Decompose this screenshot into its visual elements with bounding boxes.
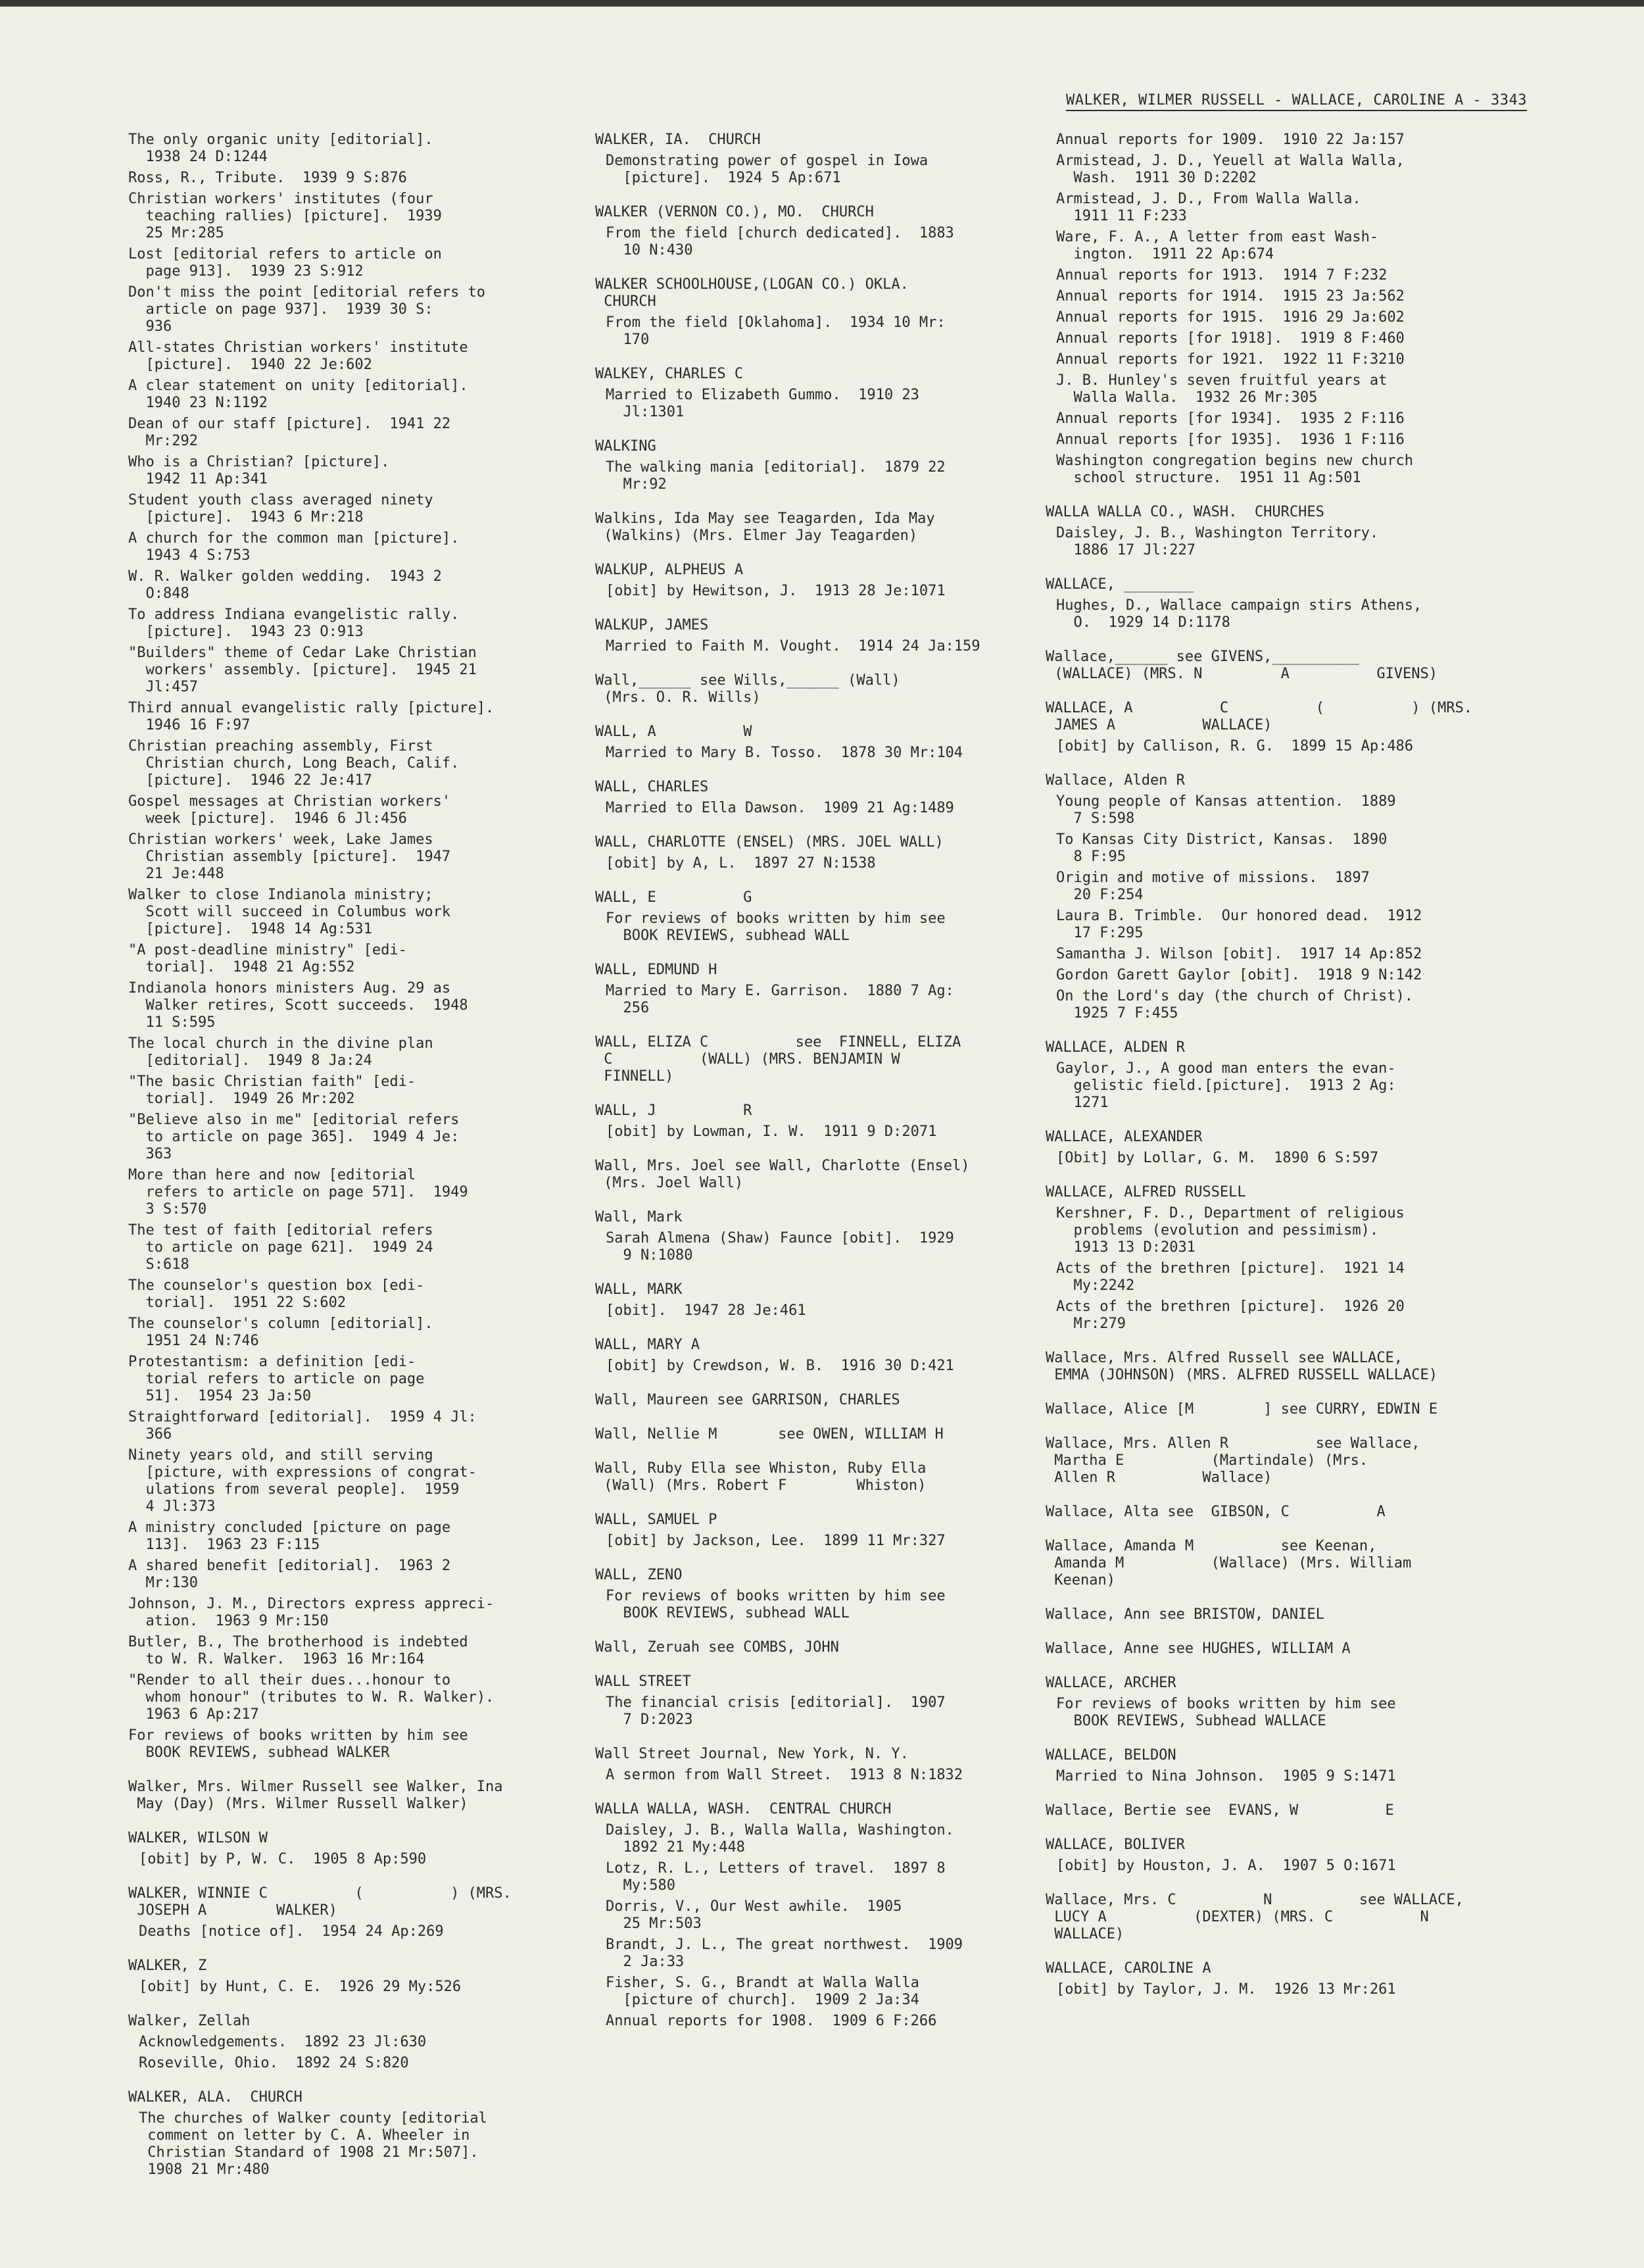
index-entry: Annual reports [for 1934]. 1935 2 F:116	[1056, 410, 1405, 427]
index-entry: Armistead, J. D., From Walla Walla. 1911 11 F:233	[1056, 191, 1361, 224]
index-heading: WALKING	[595, 438, 656, 455]
index-entry: The churches of Walker county [editorial comment on letter by C. A. Wheeler in Christian Standard of 1908 21 Mr:507]. 1908 21 Mr:480	[139, 2110, 487, 2178]
index-heading: WALLACE, BOLIVER	[1046, 1837, 1185, 1853]
index-entry: Dean of our staff [picture]. 1941 22 Mr:292	[128, 416, 451, 449]
index-heading: WALLACE, A C ( ) (MRS. JAMES A WALLACE)	[1046, 700, 1473, 733]
index-entry: Gordon Garett Gaylor [obit]. 1918 9 N:142	[1056, 967, 1422, 983]
index-heading: WALLACE, ARCHER	[1046, 1675, 1176, 1691]
index-entry: Ross, R., Tribute. 1939 9 S:876	[128, 170, 407, 186]
index-heading: Wallace, Mrs. C N see WALLACE, LUCY A (DEXTER) (MRS. C N WALLACE)	[1046, 1892, 1464, 1942]
index-entry: For reviews of books written by him see BOOK REVIEWS, subhead WALL	[606, 1588, 946, 1621]
index-entry: Annual reports [for 1918]. 1919 8 F:460	[1056, 330, 1405, 347]
index-heading: Wallace, Alden R	[1046, 772, 1185, 789]
index-entry: "The basic Christian faith" [edi- torial]. 1949 26 Mr:202	[128, 1073, 416, 1107]
index-heading: WALL, ELIZA C see FINNELL, ELIZA C (WALL) (MRS. BENJAMIN W FINNELL)	[595, 1034, 961, 1085]
index-heading: WALL, A W	[595, 724, 752, 740]
index-heading: WALKER, ALA. CHURCH	[128, 2089, 302, 2106]
index-entry: Protestantism: a definition [edi- torial refers to article on page 51]. 1954 23 Ja:50	[128, 1354, 425, 1404]
index-heading: Walker, Zellah	[128, 2013, 251, 2029]
index-heading: WALL, E G	[595, 889, 752, 906]
index-heading: WALKUP, JAMES	[595, 617, 709, 633]
index-entry: Student youth class averaged ninety [picture]. 1943 6 Mr:218	[128, 492, 433, 526]
index-entry: Ware, F. A., A letter from east Wash- ington. 1911 22 Ap:674	[1056, 229, 1379, 262]
index-heading: WALL, MARY A	[595, 1337, 700, 1353]
index-entry: "Believe also in me" [editorial refers to article on page 365]. 1949 4 Je: 363	[128, 1112, 460, 1162]
index-entry: [obit] by Callison, R. G. 1899 15 Ap:486	[1056, 738, 1414, 754]
index-entry: Butler, B., The brotherhood is indebted to W. R. Walker. 1963 16 Mr:164	[128, 1634, 468, 1667]
index-entry: Ninety years old, and still serving [picture, with expressions of congrat- ulations from several people]. 1959 4 Jl:373	[128, 1447, 477, 1515]
index-heading: WALL, SAMUEL P	[595, 1512, 717, 1528]
index-entry: From the field [church dedicated]. 1883 10 N:430	[606, 225, 954, 259]
page-header: WALKER, WILMER RUSSELL - WALLACE, CAROLINE A - 3343	[1066, 92, 1527, 111]
index-entry: Fisher, S. G., Brandt at Walla Walla [picture of church]. 1909 2 Ja:34	[606, 1975, 919, 2008]
index-heading: Wallace, Mrs. Allen R see Wallace, Martha E (Martindale) (Mrs. Allen R Wallace)	[1046, 1435, 1420, 1486]
index-entry: To address Indiana evangelistic rally. [picture]. 1943 23 O:913	[128, 606, 460, 640]
index-heading: Wall,______ see Wills,______ (Wall) (Mrs. O. R. Wills)	[595, 672, 900, 706]
index-heading: WALL STREET	[595, 1673, 691, 1690]
index-heading: WALKER SCHOOLHOUSE,(LOGAN CO.) OKLA. CHURCH	[595, 276, 909, 310]
index-entry: Walker to close Indianola ministry; Scott will succeed in Columbus work [picture]. 1948 14 Ag:531	[128, 887, 451, 937]
index-entry: The only organic unity [editorial]. 1938 24 D:1244	[128, 132, 433, 165]
index-heading: WALLACE, BELDON	[1046, 1747, 1176, 1763]
index-entry: Demonstrating power of gospel in Iowa [picture]. 1924 5 Ap:671	[606, 153, 929, 186]
index-entry: "Builders" theme of Cedar Lake Christian workers' assembly. [picture]. 1945 21 Jl:457	[128, 645, 477, 695]
index-entry: Third annual evangelistic rally [picture]. 1946 16 F:97	[128, 700, 495, 733]
index-entry: Young people of Kansas attention. 1889 7 S:598	[1056, 793, 1396, 827]
index-entry: [obit]. 1947 28 Je:461	[606, 1302, 806, 1319]
index-heading: WALLACE, ALEXANDER	[1046, 1129, 1203, 1145]
index-entry: From the field [Oklahoma]. 1934 10 Mr: 170	[606, 314, 946, 348]
index-entry: Annual reports for 1913. 1914 7 F:232	[1056, 267, 1388, 284]
index-entry: Annual reports for 1915. 1916 29 Ja:602	[1056, 309, 1405, 326]
index-entry: "A post-deadline ministry" [edi- torial]. 1948 21 Ag:552	[128, 942, 407, 975]
index-entry: Annual reports [for 1935]. 1936 1 F:116	[1056, 431, 1405, 448]
index-heading: Walker, Mrs. Wilmer Russell see Walker, Ina May (Day) (Mrs. Wilmer Russell Walker)	[128, 1779, 503, 1812]
index-entry: Brandt, J. L., The great northwest. 1909 2 Ja:33	[606, 1936, 963, 1970]
index-entry: Straightforward [editorial]. 1959 4 Jl: 366	[128, 1409, 477, 1442]
index-entry: A ministry concluded [picture on page 113]. 1963 23 F:115	[128, 1519, 451, 1553]
index-entry: [obit] by P, W. C. 1905 8 Ap:590	[139, 1851, 427, 1867]
index-entry: For reviews of books written by him see BOOK REVIEWS, Subhead WALLACE	[1056, 1696, 1396, 1729]
index-heading: Wallace, Alta see GIBSON, C A	[1046, 1504, 1386, 1520]
index-entry: Christian preaching assembly, First Christian church, Long Beach, Calif. [picture]. 1946 22 Je:417	[128, 738, 460, 789]
index-entry: Don't miss the point [editorial refers to article on page 937]. 1939 30 S: 936	[128, 284, 486, 335]
index-entry: The local church in the divine plan [editorial]. 1949 8 Ja:24	[128, 1035, 433, 1069]
index-entry: Armistead, J. D., Yeuell at Walla Walla, Wash. 1911 30 D:2202	[1056, 153, 1405, 186]
index-entry: Married to Elizabeth Gummo. 1910 23 Jl:1301	[606, 387, 919, 420]
index-entry: The test of faith [editorial refers to article on page 621]. 1949 24 S:618	[128, 1222, 433, 1273]
index-entry: [obit] by Lowman, I. W. 1911 9 D:2071	[606, 1123, 937, 1140]
index-entry: The counselor's question box [edi- torial]. 1951 22 S:602	[128, 1277, 425, 1311]
index-entry: Deaths [notice of]. 1954 24 Ap:269	[139, 1923, 444, 1940]
index-entry: Married to Mary E. Garrison. 1880 7 Ag: 256	[606, 983, 954, 1016]
index-heading: WALL, ZENO	[595, 1567, 683, 1583]
index-heading: Wallace, Anne see HUGHES, WILLIAM A	[1046, 1640, 1351, 1657]
index-heading: WALKER, IA. CHURCH	[595, 132, 761, 148]
index-entry: [obit] by Jackson, Lee. 1899 11 Mr:327	[606, 1533, 946, 1549]
index-heading: WALL, J R	[595, 1102, 752, 1119]
index-heading: Wall, Mark	[595, 1209, 683, 1225]
index-entry: [obit] by Taylor, J. M. 1926 13 Mr:261	[1056, 1981, 1396, 1998]
index-heading: WALKER, Z	[128, 1958, 207, 1974]
index-entry: Annual reports for 1909. 1910 22 Ja:157	[1056, 132, 1405, 148]
index-entry: A clear statement on unity [editorial]. 1940 23 N:1192	[128, 378, 468, 411]
index-entry: Roseville, Ohio. 1892 24 S:820	[139, 2055, 409, 2071]
index-entry: Samantha J. Wilson [obit]. 1917 14 Ap:852	[1056, 946, 1422, 962]
index-entry: For reviews of books written by him see BOOK REVIEWS, subhead WALKER	[128, 1727, 468, 1761]
index-entry: Origin and motive of missions. 1897 20 F:254	[1056, 870, 1370, 903]
index-column-2	[595, 132, 1029, 2030]
index-entry: Dorris, V., Our West awhile. 1905 25 Mr:503	[606, 1898, 902, 1932]
index-entry: A church for the common man [picture]. 1943 4 S:753	[128, 530, 460, 564]
index-heading: Wallace, Amanda M see Keenan, Amanda M (Wallace) (Mrs. William Keenan)	[1046, 1538, 1412, 1589]
index-heading: Wallace, Bertie see EVANS, W E	[1046, 1802, 1394, 1819]
index-heading: WALLA WALLA, WASH. CENTRAL CHURCH	[595, 1801, 892, 1817]
index-entry: Annual reports for 1921. 1922 11 F:3210	[1056, 351, 1405, 368]
index-heading: WALL, MARK	[595, 1281, 683, 1298]
index-entry: Married to Mary B. Tosso. 1878 30 Mr:104	[606, 745, 963, 761]
index-entry: Acts of the brethren [picture]. 1926 20 Mr:279	[1056, 1298, 1405, 1332]
index-entry: [obit] by Crewdson, W. B. 1916 30 D:421	[606, 1358, 954, 1374]
index-heading: WALKUP, ALPHEUS A	[595, 562, 744, 578]
index-heading: WALL, EDMUND H	[595, 962, 717, 978]
index-heading: Wall, Maureen see GARRISON, CHARLES	[595, 1392, 900, 1408]
index-entry: Christian workers' institutes (four teaching rallies) [picture]. 1939 25 Mr:285	[128, 191, 442, 241]
index-heading: Wallace, Ann see BRISTOW, DANIEL	[1046, 1606, 1324, 1623]
index-column-3	[1046, 132, 1480, 1998]
index-heading: WALLACE, ALDEN R	[1046, 1039, 1185, 1056]
index-heading: Wall, Ruby Ella see Whiston, Ruby Ella (Wall) (Mrs. Robert F Whiston)	[595, 1460, 927, 1494]
index-heading: WALL, CHARLES	[595, 779, 709, 795]
index-column-1	[128, 132, 549, 2179]
index-entry: J. B. Hunley's seven fruitful years at Walla Walla. 1932 26 Mr:305	[1056, 372, 1388, 406]
index-entry: The financial crisis [editorial]. 1907 7 D:2023	[606, 1694, 946, 1728]
index-entry: Acts of the brethren [picture]. 1921 14 My:2242	[1056, 1260, 1405, 1294]
index-entry: Sarah Almena (Shaw) Faunce [obit]. 1929 9 N:1080	[606, 1230, 954, 1264]
index-heading: WALL, CHARLOTTE (ENSEL) (MRS. JOEL WALL)	[595, 834, 944, 851]
index-entry: W. R. Walker golden wedding. 1943 2 O:848	[128, 568, 442, 602]
index-heading: WALKEY, CHARLES C	[595, 366, 744, 382]
index-heading: Walkins, Ida May see Teagarden, Ida May (Walkins) (Mrs. Elmer Jay Teagarden)	[595, 510, 935, 544]
index-heading: WALLACE, ________	[1046, 576, 1194, 593]
index-entry: [obit] by Houston, J. A. 1907 5 O:1671	[1056, 1858, 1396, 1874]
index-heading: Wall Street Journal, New York, N. Y.	[595, 1746, 909, 1762]
index-entry: Married to Faith M. Vought. 1914 24 Ja:159	[606, 638, 980, 654]
top-border	[0, 0, 1644, 7]
index-entry: "Render to all their dues...honour to whom honour" (tributes to W. R. Walker). 1963 6 Ap:217	[128, 1672, 495, 1723]
index-entry: The walking mania [editorial]. 1879 22 Mr:92	[606, 459, 946, 493]
index-entry: Married to Nina Johnson. 1905 9 S:1471	[1056, 1768, 1396, 1785]
index-heading: Wallace, Mrs. Alfred Russell see WALLACE, EMMA (JOHNSON) (MRS. ALFRED RUSSELL WALLACE)	[1046, 1350, 1438, 1383]
index-entry: The counselor's column [editorial]. 1951 24 N:746	[128, 1316, 433, 1349]
index-heading: Wall, Mrs. Joel see Wall, Charlotte (Ensel) (Mrs. Joel Wall)	[595, 1158, 970, 1191]
index-entry: For reviews of books written by him see BOOK REVIEWS, subhead WALL	[606, 910, 946, 944]
index-heading: WALKER, WINNIE C ( ) (MRS. JOSEPH A WALKER)	[128, 1885, 512, 1919]
index-heading: Wall, Nellie M see OWEN, WILLIAM H	[595, 1426, 944, 1442]
index-entry: On the Lord's day (the church of Christ). 1925 7 F:455	[1056, 988, 1414, 1022]
index-entry: Gospel messages at Christian workers' week [picture]. 1946 6 Jl:456	[128, 793, 451, 827]
index-heading: Wallace, Alice [M ] see CURRY, EDWIN E	[1046, 1401, 1438, 1418]
index-entry: Johnson, J. M., Directors express appreci- ation. 1963 9 Mr:150	[128, 1596, 495, 1629]
index-heading: WALKER (VERNON CO.), MO. CHURCH	[595, 204, 874, 220]
index-entry: To Kansas City District, Kansas. 1890 8 F:95	[1056, 831, 1388, 865]
index-entry: Gaylor, J., A good man enters the evan- gelistic field.[picture]. 1913 2 Ag: 1271	[1056, 1060, 1396, 1111]
index-entry: A sermon from Wall Street. 1913 8 N:1832	[606, 1767, 963, 1783]
index-entry: [obit] by Hunt, C. E. 1926 29 My:526	[139, 1979, 462, 1995]
index-heading: WALKER, WILSON W	[128, 1830, 268, 1846]
index-entry: Christian workers' week, Lake James Christian assembly [picture]. 1947 21 Je:448	[128, 831, 451, 882]
index-entry: Annual reports for 1914. 1915 23 Ja:562	[1056, 288, 1405, 305]
index-heading: Wallace,______ see GIVENS,__________ (WALLACE) (MRS. N A GIVENS)	[1046, 649, 1438, 682]
index-entry: All-states Christian workers' institute [picture]. 1940 22 Je:602	[128, 339, 468, 373]
index-entry: More than here and now [editorial refers to article on page 571]. 1949 3 S:570	[128, 1167, 468, 1218]
index-entry: Who is a Christian? [picture]. 1942 11 Ap:341	[128, 454, 390, 487]
index-entry: [obit] by Hewitson, J. 1913 28 Je:1071	[606, 583, 946, 599]
index-entry: [Obit] by Lollar, G. M. 1890 6 S:597	[1056, 1150, 1379, 1166]
index-heading: WALLA WALLA CO., WASH. CHURCHES	[1046, 504, 1324, 520]
index-entry: [obit] by A, L. 1897 27 N:1538	[606, 855, 876, 872]
index-entry: Kershner, F. D., Department of religious problems (evolution and pessimism). 1913 13 D:2031	[1056, 1205, 1405, 1256]
index-entry: Daisley, J. B., Washington Territory. 1886 17 Jl:227	[1056, 525, 1379, 558]
index-heading: Wall, Zeruah see COMBS, JOHN	[595, 1639, 839, 1656]
index-entry: Laura B. Trimble. Our honored dead. 1912 17 F:295	[1056, 908, 1422, 941]
index-entry: Married to Ella Dawson. 1909 21 Ag:1489	[606, 800, 954, 816]
index-entry: Acknowledgements. 1892 23 Jl:630	[139, 2034, 427, 2050]
index-entry: Washington congregation begins new church school structure. 1951 11 Ag:501	[1056, 453, 1414, 486]
index-heading: WALLACE, ALFRED RUSSELL	[1046, 1184, 1246, 1200]
index-entry: Indianola honors ministers Aug. 29 as Walker retires, Scott succeeds. 1948 11 S:595	[128, 980, 468, 1031]
index-entry: Hughes, D., Wallace campaign stirs Athens, O. 1929 14 D:1178	[1056, 597, 1422, 631]
index-heading: WALLACE, CAROLINE A	[1046, 1960, 1211, 1977]
index-entry: Daisley, J. B., Walla Walla, Washington. 1892 21 My:448	[606, 1822, 954, 1856]
index-entry: A shared benefit [editorial]. 1963 2 Mr:130	[128, 1558, 451, 1591]
index-entry: Lost [editorial refers to article on page 913]. 1939 23 S:912	[128, 246, 442, 280]
index-entry: Annual reports for 1908. 1909 6 F:266	[606, 2013, 937, 2029]
index-entry: Lotz, R. L., Letters of travel. 1897 8 My:580	[606, 1860, 946, 1894]
